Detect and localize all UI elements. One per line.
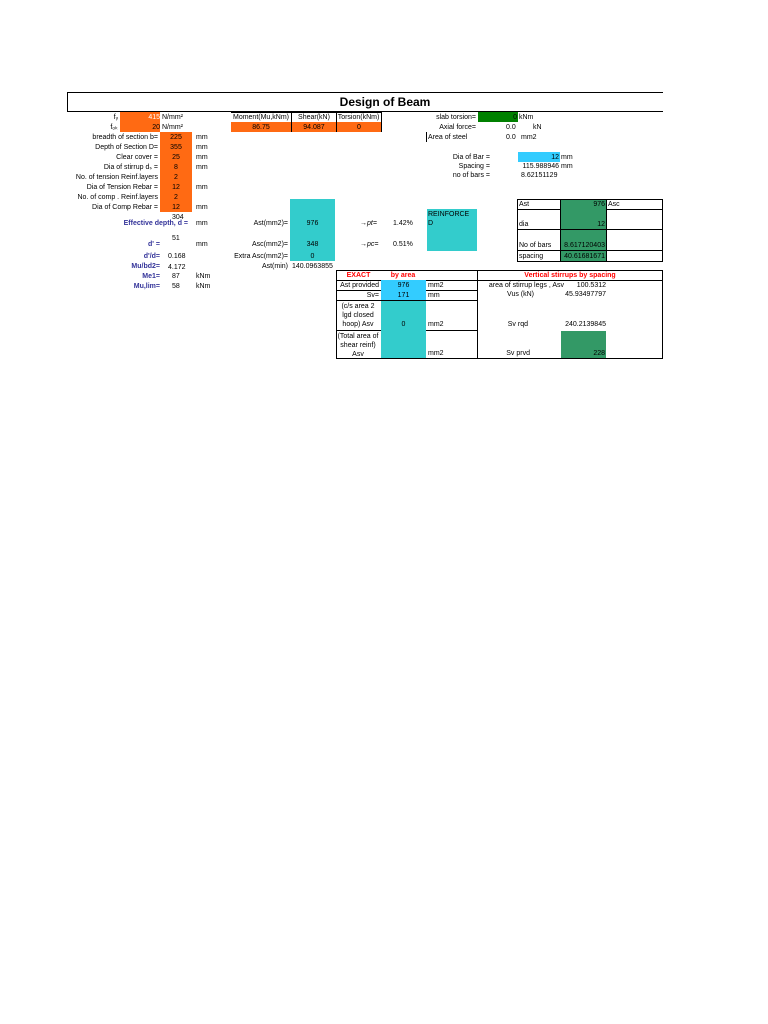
dia-bar-unit: mm <box>561 154 573 161</box>
title-top-border <box>67 92 663 93</box>
input-value: 12 <box>172 184 180 191</box>
astmin-label: Ast(min) <box>261 263 288 270</box>
input-unit: mm <box>196 134 208 141</box>
asc-label: Asc(mm2)= <box>252 241 288 248</box>
vus-label: Vus (kN) <box>507 291 534 298</box>
fy-label: fᵧ <box>113 114 118 121</box>
ast-table-line <box>662 199 663 262</box>
input-value: 12 <box>172 204 180 211</box>
area-steel-border <box>426 132 427 142</box>
input-value: 2 <box>174 194 178 201</box>
ast-table-ast-unit: Asc <box>608 201 620 208</box>
dia-bar-value: 12 <box>551 154 559 161</box>
input-unit: mm <box>196 204 208 211</box>
spacing-label: Spacing = <box>458 163 490 170</box>
ast-table-dia-label: dia <box>519 221 529 228</box>
mulim-value: 58 <box>172 283 180 290</box>
astmin-value: 140.0963855 <box>292 263 333 270</box>
title-left-border <box>67 92 68 112</box>
pt-value: 1.42% <box>393 220 413 227</box>
cls-unit: mm2 <box>428 321 444 328</box>
slab-torsion-value: 0 <box>513 114 517 121</box>
ast-table-line <box>517 261 663 262</box>
dia-bar-label: Dia of Bar = <box>452 154 490 161</box>
ast-table-ast-label: Ast <box>519 201 530 208</box>
ast-provided-label: Ast provided <box>340 282 379 289</box>
ast-provided-value: 976 <box>397 282 410 289</box>
reinforced-status: REINFORCE D <box>428 211 470 227</box>
area-steel-label: Area of steel <box>428 134 468 141</box>
extra-asc-value: 0 <box>310 253 315 260</box>
pc-label: →pc= <box>360 241 379 248</box>
ast-label: Ast(mm2)= <box>253 220 288 227</box>
mubd2-label: Mu/bd2= <box>131 263 160 270</box>
mulim-unit: kNm <box>196 283 211 290</box>
fy-value: 415 <box>148 114 160 121</box>
shear-value: 94.087 <box>303 124 325 131</box>
input-label: Dia of Tension Rebar = <box>86 184 158 191</box>
svprvd-label: Sv prvd <box>506 350 530 357</box>
eff-depth-unit: mm <box>196 220 208 227</box>
eff-depth-value: 304 <box>172 214 184 221</box>
dratio-label: d'/d= <box>143 253 160 260</box>
input-label: No. of comp . Reinf.layers <box>77 194 158 201</box>
sv-unit: mm <box>428 292 440 299</box>
input-unit: mm <box>196 184 208 191</box>
shear-vertical-header: Vertical stirrups by spacing <box>524 272 616 279</box>
axial-unit: kN <box>533 124 542 131</box>
sv-value: 171 <box>397 292 410 299</box>
ast-table-spacing-label: spacing <box>519 253 544 260</box>
ast-provided-unit: mm2 <box>428 282 444 289</box>
fck-value: 20 <box>152 124 160 131</box>
spacing-value: 115.988946 <box>522 163 559 170</box>
input-value: 2 <box>174 174 178 181</box>
cls-value: 0 <box>401 321 406 328</box>
input-label: Dia of stirrup dₛ = <box>103 164 158 171</box>
input-unit: mm <box>196 154 208 161</box>
loads-divider-3 <box>381 112 382 132</box>
ast-table-nbars-label: No of bars <box>519 242 552 249</box>
slab-torsion-label: slab torsion= <box>436 114 476 121</box>
extra-asc-label: Extra Asc(mm2)= <box>234 253 288 260</box>
me1-label: Me1= <box>142 273 160 280</box>
mulim-label: Mu,lim= <box>133 283 160 290</box>
page-title: Design of Beam <box>339 95 431 109</box>
input-label: Depth of Section D= <box>95 144 158 151</box>
total-label: (Total area of shear reinf) Asv <box>337 333 379 358</box>
area-steel-value: 0.0 <box>506 134 516 141</box>
sv-label: Sv= <box>366 292 379 299</box>
dprime-label: d' = <box>148 241 160 248</box>
asc-value: 348 <box>306 241 319 248</box>
ast-table-ast-value: 976 <box>593 201 605 208</box>
shear-table-line <box>336 358 663 359</box>
cls-label: (c/s area 2 lgd closed hoop) Asv <box>341 303 375 328</box>
pt-label: →pt= <box>360 220 377 227</box>
ast-table-dia-value: 12 <box>597 221 605 228</box>
total-unit: mm2 <box>428 350 444 357</box>
slab-torsion-unit: kNm <box>519 114 534 121</box>
input-label: No. of tension Reinf.layers <box>75 174 158 181</box>
me1-value: 87 <box>172 273 180 280</box>
moment-label: Moment(Mu,kNm) <box>232 114 289 121</box>
shear-byarea-header: by area <box>390 272 416 279</box>
input-value: 25 <box>172 154 180 161</box>
asv-cell <box>381 301 426 358</box>
svrqd-value: 240.2139845 <box>565 321 606 328</box>
input-label: breadth of section b= <box>92 134 158 141</box>
legs-value: 100.5312 <box>576 282 606 289</box>
legs-label: area of stirrup legs , Asv <box>488 282 564 289</box>
pc-value: 0.51% <box>393 241 413 248</box>
ast-table-line <box>517 199 518 262</box>
torsion-label: Torsion(kNm) <box>337 114 380 121</box>
axial-label: Axial force= <box>439 124 476 131</box>
input-label: Clear cover = <box>116 154 158 161</box>
fck-unit: N/mm² <box>162 124 183 131</box>
spacing-unit: mm <box>561 163 573 170</box>
shear-label: Shear(kN) <box>298 114 330 121</box>
ast-table-nbars-value: 8.617120403 <box>564 242 605 249</box>
eff-depth-label: Effective depth, d = <box>123 220 188 227</box>
shear-table-line <box>662 270 663 359</box>
svrqd-label: Sv rqd <box>507 321 528 328</box>
input-value: 8 <box>174 164 178 171</box>
me1-unit: kNm <box>196 273 211 280</box>
fck-label: fₒₖ <box>110 124 118 131</box>
ast-table-line <box>606 199 607 262</box>
area-steel-unit: mm2 <box>521 134 537 141</box>
input-unit: mm <box>196 164 208 171</box>
axial-value: 0.0 <box>506 124 516 131</box>
torsion-value: 0 <box>357 124 361 131</box>
input-label: Dia of Comp Rebar = <box>92 204 158 211</box>
dratio-value: 0.168 <box>168 253 186 260</box>
dprime-value: 51 <box>172 235 180 242</box>
ast-table-spacing-value: 40.61681671 <box>564 253 605 260</box>
input-unit: mm <box>196 144 208 151</box>
svprvd-value: 228 <box>593 350 605 357</box>
nbars-value: 8.62151129 <box>521 172 558 179</box>
mubd2-value: 4.172 <box>168 264 186 271</box>
dprime-unit: mm <box>196 241 208 248</box>
input-value: 355 <box>170 144 182 151</box>
nbars-label: no of bars = <box>452 172 490 179</box>
shear-exact-header: EXACT <box>346 272 371 279</box>
ast-value: 976 <box>306 220 319 227</box>
vus-value: 45.93497797 <box>565 291 606 298</box>
fy-unit: N/mm² <box>162 114 183 121</box>
moment-value: 86.75 <box>252 124 270 131</box>
input-value: 225 <box>170 134 182 141</box>
